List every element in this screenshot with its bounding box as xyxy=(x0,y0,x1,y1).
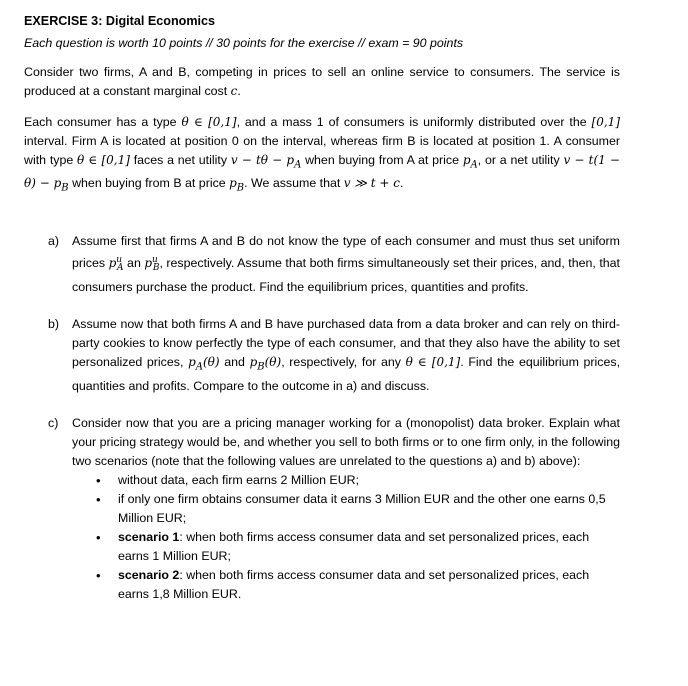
math-subscript: B xyxy=(61,182,69,194)
bullet-icon: • xyxy=(96,529,101,545)
math-personal-price-b xyxy=(249,355,282,373)
intro-text: , and a mass 1 of consumers is uniformly distributed over the xyxy=(236,115,592,129)
math-expr: p xyxy=(462,153,471,167)
list-item xyxy=(72,490,620,528)
intro-text: . xyxy=(237,84,241,98)
question-text: , respectively. Assume that both firms simultaneously set their prices, and, then, that consumers purchase the product. Find the equilibrium prices, quantities and profits. xyxy=(72,255,620,295)
math-assumption: v ≫ t + c xyxy=(343,176,400,191)
math-superscript: u xyxy=(116,254,123,265)
question-label: a) xyxy=(48,233,60,248)
intro-paragraph-1 xyxy=(24,63,620,101)
math-subscript: A xyxy=(470,159,478,171)
math-expr: v − tθ − p xyxy=(230,153,295,167)
math-utility-a xyxy=(230,153,302,171)
list-item-text: : when both firms access consumer data and set personalized prices, each earns 1 Million EUR; xyxy=(118,529,590,563)
question-label: b) xyxy=(48,317,60,332)
math-price-b xyxy=(229,176,245,194)
math-interval: [0,1] xyxy=(591,115,620,129)
question-text: and xyxy=(219,355,250,370)
list-item-text: without data, each firm earns 2 Million EUR; xyxy=(118,472,360,487)
math-expr: v − t(1 − θ) − p xyxy=(24,153,620,191)
math-type-range: θ ∈ [0,1] xyxy=(405,355,461,370)
scenario-label: scenario 1 xyxy=(118,529,180,544)
intro-text: . xyxy=(400,176,404,191)
math-subscript: B xyxy=(152,263,160,274)
list-item xyxy=(72,471,620,490)
math-expr: (θ) xyxy=(202,355,220,370)
scenario-label: scenario 2 xyxy=(118,567,180,582)
question-text: Consider now that you are a pricing manager working for a (monopolist) data broker. Explain what your pricing strategy would be, and whether you sell to both firms or to one firm only, in the following two scenarios (note that the following values are unrelated to the questions a) and b) above): xyxy=(72,415,620,468)
question-a xyxy=(24,232,620,297)
intro-text: Each consumer has a type xyxy=(24,115,182,129)
intro-text: Consider two firms, A and B, competing in prices to sell an online service to consumers. The service is produced at a constant marginal cost xyxy=(24,65,620,98)
list-item-text: if only one firm obtains consumer data it earns 3 Million EUR and the other one earns 0,5 Million EUR; xyxy=(118,491,606,525)
math-expr: p xyxy=(188,355,196,370)
intro-paragraph-2 xyxy=(24,113,620,198)
exercise-document xyxy=(24,12,620,604)
math-expr: p xyxy=(108,255,117,270)
math-personal-price-a xyxy=(188,355,220,373)
math-subscript: A xyxy=(195,361,203,373)
scenario-list xyxy=(72,471,620,604)
list-item xyxy=(72,528,620,566)
math-type-range: θ ∈ [0,1] xyxy=(77,153,130,167)
intro-text: , or a net utility xyxy=(477,153,564,167)
math-type-range: θ ∈ [0,1] xyxy=(181,115,237,129)
math-price-a xyxy=(462,153,478,171)
question-text: , respectively, for any xyxy=(281,355,406,370)
list-item-text: : when both firms access consumer data and set personalized prices, each earns 1,8 Million EUR. xyxy=(118,567,590,601)
question-text: . Find the equilibrium prices, quantities and profits. Compare to the outcome in a) and discuss. xyxy=(72,355,621,393)
math-expr: p xyxy=(144,255,153,270)
math-expr: p xyxy=(229,176,237,191)
question-text: Assume now that both firms A and B have purchased data from a data broker and can rely on third-party cookies to know perfectly the type of each consumer, and that they also have the ability to set personalized prices, xyxy=(72,317,620,370)
math-subscript: A xyxy=(294,159,302,171)
question-text: Assume first that firms A and B do not know the type of each consumer and must thus set uniform prices xyxy=(72,233,620,270)
math-subscript: B xyxy=(236,182,245,194)
math-superscript: u xyxy=(152,254,158,265)
list-item xyxy=(72,566,620,604)
math-subscript: B xyxy=(257,361,265,373)
question-label: c) xyxy=(48,415,59,430)
exercise-title: EXERCISE 3: Digital Economics xyxy=(24,14,216,28)
spacer xyxy=(24,210,620,232)
math-uniform-price-a xyxy=(108,254,124,274)
math-subscript: A xyxy=(117,263,124,274)
intro-text: when buying from B at price xyxy=(68,176,230,191)
intro-text: . We assume that xyxy=(244,176,344,191)
math-expr: (θ) xyxy=(264,355,282,370)
math-expr: p xyxy=(249,355,258,370)
bullet-icon: • xyxy=(96,472,101,488)
intro-text: interval. Firm A is located at position 0 on the interval, whereas firm B is located at position 1. A consumer with type xyxy=(24,134,620,167)
marginal-cost-symbol: c xyxy=(230,84,238,98)
question-text: an xyxy=(123,255,145,270)
bullet-icon: • xyxy=(96,491,101,507)
points-note: Each question is worth 10 points // 30 points for the exercise // exam = 90 points xyxy=(24,36,464,50)
intro-text: when buying from A at price xyxy=(301,153,463,167)
math-uniform-price-b xyxy=(144,254,160,274)
bullet-icon: • xyxy=(96,567,101,583)
intro-text: faces a net utility xyxy=(129,153,231,167)
question-c xyxy=(24,414,620,604)
question-b xyxy=(24,315,620,395)
